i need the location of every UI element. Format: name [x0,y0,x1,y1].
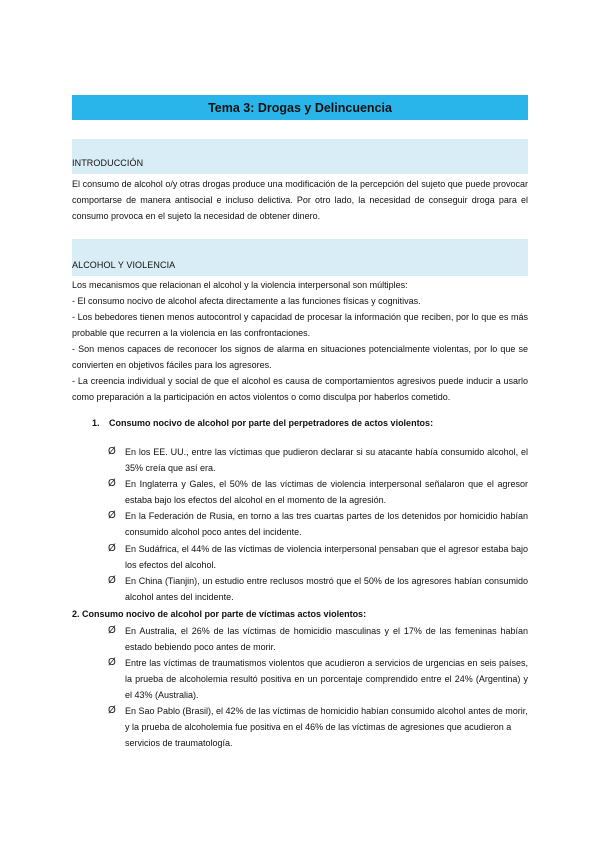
section1-heading-text: Consumo nocivo de alcohol por parte del perpetradores de actos violentos: [109,418,434,428]
mechanisms-paragraph [72,277,528,405]
section-heading-alcohol: ALCOHOL Y VIOLENCIA [72,260,176,270]
arrow-bullet-icon: Ø [108,543,116,554]
section2-heading: 2. Consumo nocivo de alcohol por parte de víctimas actos violentos: [72,609,367,619]
list-item-text: En Inglaterra y Gales, el 50% de las víctimas de violencia interpersonal señalaron que el agresor estaba bajo los efectos del alcohol en el momento de la agresión. [125,479,528,505]
mechanism-line: Los mecanismos que relacionan el alcohol y la violencia interpersonal son múltiples: [72,280,408,290]
list-item [108,541,528,573]
list-item [108,476,528,508]
section1-heading [92,415,433,431]
arrow-bullet-icon: Ø [108,657,116,668]
arrow-bullet-icon: Ø [108,625,116,636]
arrow-bullet-icon: Ø [108,575,116,586]
mechanism-line: - El consumo nocivo de alcohol afecta directamente a las funciones físicas y cognitivas. [72,296,421,306]
list-item-text: En Sudáfrica, el 44% de las víctimas de violencia interpersonal pensaban que el agresor estaba bajo los efectos del alcohol. [125,544,528,570]
arrow-bullet-icon: Ø [108,478,116,489]
section-header-alcohol [72,239,528,276]
document-title-text: Tema 3: Drogas y Delincuencia [208,100,392,115]
arrow-bullet-icon: Ø [108,446,116,457]
mechanism-line: - La creencia individual y social de que el alcohol es causa de comportamientos agresivos puede inducir a usarlo como preparación a la participación en actos violentos o como disculpa por haberlos cometido. [72,376,528,402]
list-item-text: En China (Tianjin), un estudio entre reclusos mostró que el 50% de los agresores habían consumido alcohol antes del incidente. [125,576,528,602]
mechanism-line: - Los bebedores tienen menos autocontrol y capacidad de procesar la información que reciben, por lo que es más probable que recurren a la violencia en las confrontaciones. [72,312,528,338]
section-heading-intro: INTRODUCCIÓN [72,158,144,168]
arrow-bullet-icon: Ø [108,705,116,716]
section-header-intro [72,139,528,174]
list-item [108,573,528,605]
section1-number: 1. [92,418,100,428]
list-item [108,655,528,703]
list-item [108,623,528,655]
list-item-text: En la Federación de Rusia, en torno a las tres cuartas partes de los detenidos por homicidio habían consumido alcohol poco antes del incidente. [125,511,528,537]
intro-paragraph: El consumo de alcohol o/y otras drogas produce una modificación de la percepción del sujeto que puede provocar comportarse de manera antisocial e incluso delictiva. Por otro lado, la necesidad de conseguir droga para el consumo provoca en el sujeto la necesidad de obtener dinero. [72,179,528,221]
list-item [108,508,528,540]
list-item-text: En Sao Pablo (Brasil), el 42% de las víctimas de homicidio habían consumido alcohol antes de morir, y la prueba de alcoholemia fue positiva en el 46% de las víctimas de agresiones que acudieron a servicios de traumatología. [125,706,528,748]
list-item-text: En Australia, el 26% de las víctimas de homicidio masculinas y el 17% de las femeninas habían estado bebiendo poco antes de morir. [125,626,528,652]
list-item-text: Entre las víctimas de traumatismos violentos que acudieron a servicios de urgencias en seis países, la prueba de alcoholemia resultó positiva en un porcentaje comprendido entre el 24% (Argentina) y el 43% (Australia). [125,658,528,700]
list-item [108,444,528,476]
document-title [72,95,528,120]
arrow-bullet-icon: Ø [108,510,116,521]
mechanism-line: - Son menos capaces de reconocer los signos de alarma en situaciones potencialmente violentas, por lo que se convierten en objetivos fáciles para los agresores. [72,344,528,370]
list-item [108,703,528,751]
list-item-text: En los EE. UU., entre las víctimas que pudieron declarar si su atacante había consumido alcohol, el 35% creía que así era. [125,447,528,473]
